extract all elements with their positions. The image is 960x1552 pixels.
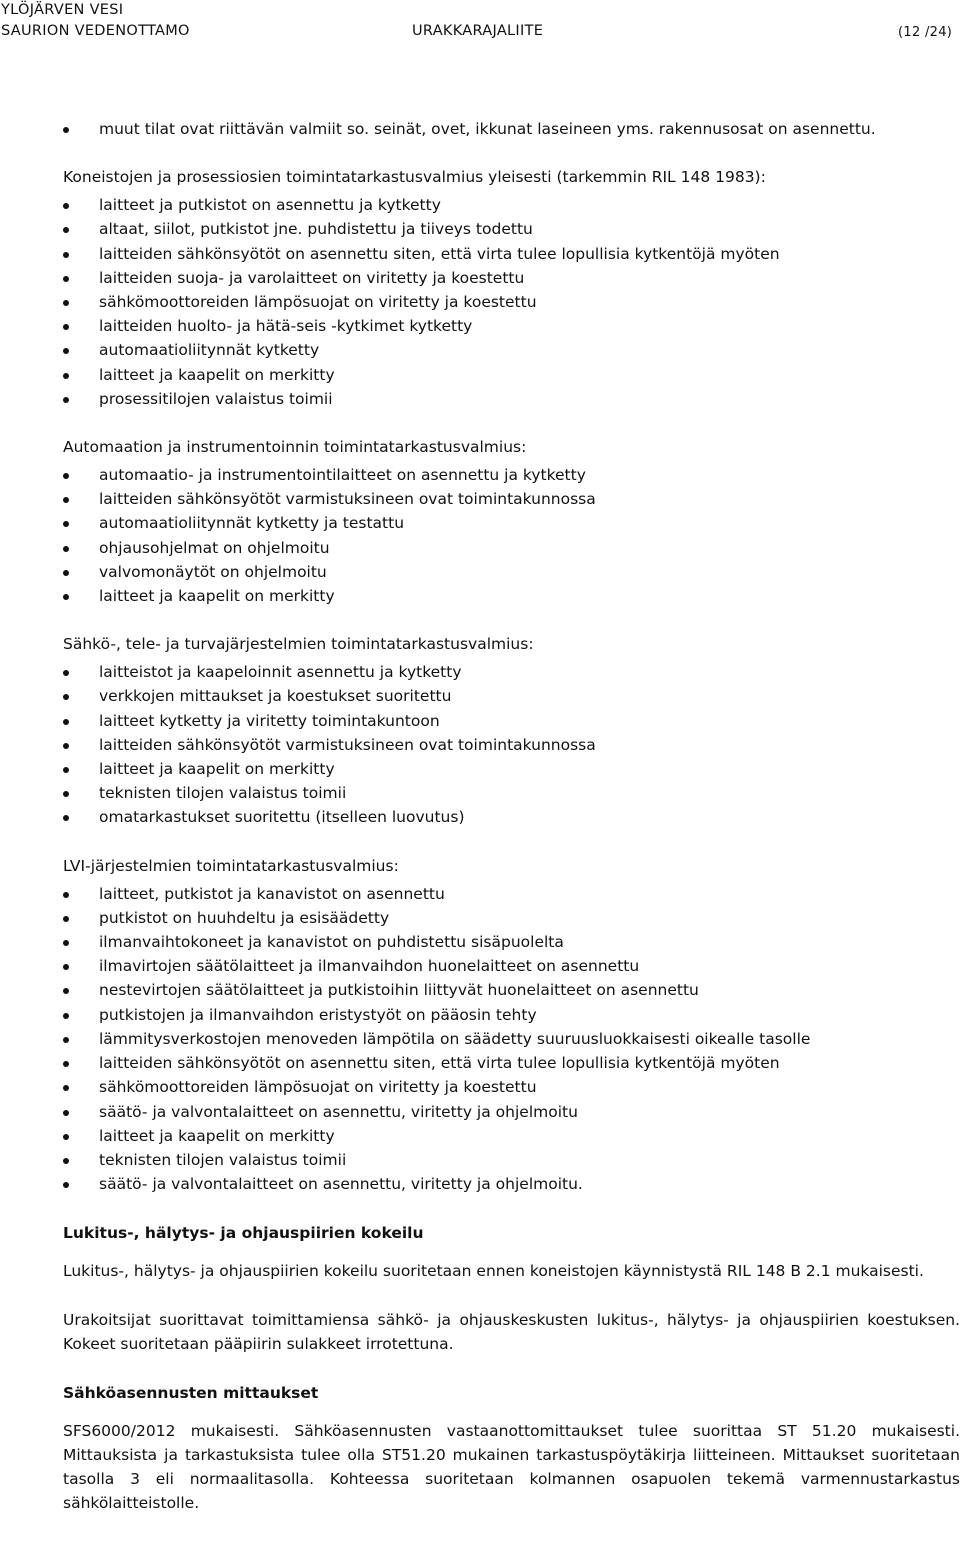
list-item: säätö- ja valvontalaitteet on asennettu, viritetty ja ohjelmoitu bbox=[63, 1100, 960, 1124]
section-heading-koneistot: Koneistojen ja prosessiosien toimintatarkastusvalmius yleisesti (tarkemmin RIL 148 1983): bbox=[63, 168, 766, 187]
list-item: valvomonäytöt on ohjelmoitu bbox=[63, 560, 960, 584]
list-item: säätö- ja valvontalaitteet on asennettu, viritetty ja ohjelmoitu. bbox=[63, 1172, 960, 1196]
list-item: laitteet kytketty ja viritetty toimintakuntoon bbox=[63, 709, 960, 733]
section-title-mittaukset: Sähköasennusten mittaukset bbox=[63, 1384, 319, 1403]
list-item: laitteet, putkistot ja kanavistot on asennettu bbox=[63, 882, 960, 906]
list-item: laitteiden sähkönsyötöt on asennettu siten, että virta tulee lopullisia kytkentöjä myöten bbox=[63, 242, 960, 266]
list-item: prosessitilojen valaistus toimii bbox=[63, 387, 960, 411]
list-item: laitteet ja kaapelit on merkitty bbox=[63, 363, 960, 387]
paragraph: SFS6000/2012 mukaisesti. Sähköasennusten vastaanottomittaukset tulee suorittaa ST 51.20 mukaisesti. Mittauksista ja tarkastuksista tulee olla ST51.20 mukainen tarkastuspöytäkirja liitteineen. Mittaukset suoritetaan tasolla 3 eli normaalitasolla. Kohteessa suoritetaan kolmannen osapuolen tekemä varmennustarkastus sähkölaitteistolle. bbox=[63, 1422, 960, 1513]
list-item: automaatio- ja instrumentointilaitteet on asennettu ja kytketty bbox=[63, 463, 960, 487]
section-heading-sahko: Sähkö-, tele- ja turvajärjestelmien toimintatarkastusvalmius: bbox=[63, 635, 534, 654]
list-item: laitteet ja kaapelit on merkitty bbox=[63, 757, 960, 781]
page-header bbox=[0, 1, 960, 41]
list-item: laitteiden huolto- ja hätä-seis -kytkimet kytketty bbox=[63, 314, 960, 338]
list-item: automaatioliitynnät kytketty ja testattu bbox=[63, 511, 960, 535]
list-item: laitteiden suoja- ja varolaitteet on viritetty ja koestettu bbox=[63, 266, 960, 290]
list-item: verkkojen mittaukset ja koestukset suoritettu bbox=[63, 684, 960, 708]
list-item: omatarkastukset suoritettu (itselleen luovutus) bbox=[63, 805, 960, 829]
list-item: altaat, siilot, putkistot jne. puhdistettu ja tiiveys todettu bbox=[63, 217, 960, 241]
list-item: laitteistot ja kaapeloinnit asennettu ja kytketty bbox=[63, 660, 960, 684]
list-item: ohjausohjelmat on ohjelmoitu bbox=[63, 536, 960, 560]
list-item: laitteet ja putkistot on asennettu ja kytketty bbox=[63, 193, 960, 217]
document-body bbox=[63, 117, 960, 1515]
document-type: URAKKARAJALIITE bbox=[412, 23, 544, 39]
list-item: laitteet ja kaapelit on merkitty bbox=[63, 1124, 960, 1148]
list-item: putkistojen ja ilmanvaihdon eristystyöt on pääosin tehty bbox=[63, 1003, 960, 1027]
section-heading-lvi: LVI-järjestelmien toimintatarkastusvalmius: bbox=[63, 856, 399, 875]
list-item: ilmanvaihtokoneet ja kanavistot on puhdistettu sisäpuolelta bbox=[63, 930, 960, 954]
section-list-koneistot bbox=[63, 193, 960, 411]
project-name: SAURION VEDENOTTAMO bbox=[1, 23, 190, 39]
list-item: laitteiden sähkönsyötöt varmistuksineen ovat toimintakunnossa bbox=[63, 733, 960, 757]
paragraph: Lukitus-, hälytys- ja ohjauspiirien kokeilu suoritetaan ennen koneistojen käynnistystä RIL 148 B 2.1 mukaisesti. bbox=[63, 1262, 924, 1281]
list-item: laitteet ja kaapelit on merkitty bbox=[63, 584, 960, 608]
org-name: YLÖJÄRVEN VESI bbox=[1, 2, 124, 18]
list-item: lämmitysverkostojen menoveden lämpötila on säädetty suuruusluokkaisesti oikealle tasolle bbox=[63, 1027, 960, 1051]
list-item: putkistot on huuhdeltu ja esisäädetty bbox=[63, 906, 960, 930]
intro-list bbox=[63, 117, 960, 141]
page-number: (12 /24) bbox=[898, 25, 953, 40]
list-item: teknisten tilojen valaistus toimii bbox=[63, 781, 960, 805]
list-item: nestevirtojen säätölaitteet ja putkistoihin liittyvät huonelaitteet on asennettu bbox=[63, 978, 960, 1002]
list-item: sähkömoottoreiden lämpösuojat on viritetty ja koestettu bbox=[63, 1075, 960, 1099]
list-item: laitteiden sähkönsyötöt varmistuksineen ovat toimintakunnossa bbox=[63, 487, 960, 511]
list-item: sähkömoottoreiden lämpösuojat on viritetty ja koestettu bbox=[63, 290, 960, 314]
paragraph: Urakoitsijat suorittavat toimittamiensa sähkö- ja ohjauskeskusten lukitus-, hälytys- ja ohjauspiirien koestuksen. Kokeet suoritetaan pääpiirin sulakkeet irrotettuna. bbox=[63, 1311, 960, 1354]
list-item: ilmavirtojen säätölaitteet ja ilmanvaihdon huonelaitteet on asennettu bbox=[63, 954, 960, 978]
list-item: automaatioliitynnät kytketty bbox=[63, 338, 960, 362]
section-title-lukitus: Lukitus-, hälytys- ja ohjauspiirien kokeilu bbox=[63, 1224, 424, 1243]
section-list-automaatio bbox=[63, 463, 960, 608]
list-item: muut tilat ovat riittävän valmiit so. seinät, ovet, ikkunat laseineen yms. rakennusosat on asennettu. bbox=[63, 117, 960, 141]
list-item: laitteiden sähkönsyötöt on asennettu siten, että virta tulee lopullisia kytkentöjä myöten bbox=[63, 1051, 960, 1075]
section-list-sahko bbox=[63, 660, 960, 829]
list-item: teknisten tilojen valaistus toimii bbox=[63, 1148, 960, 1172]
section-list-lvi bbox=[63, 882, 960, 1197]
section-heading-automaatio: Automaation ja instrumentoinnin toimintatarkastusvalmius: bbox=[63, 438, 527, 457]
